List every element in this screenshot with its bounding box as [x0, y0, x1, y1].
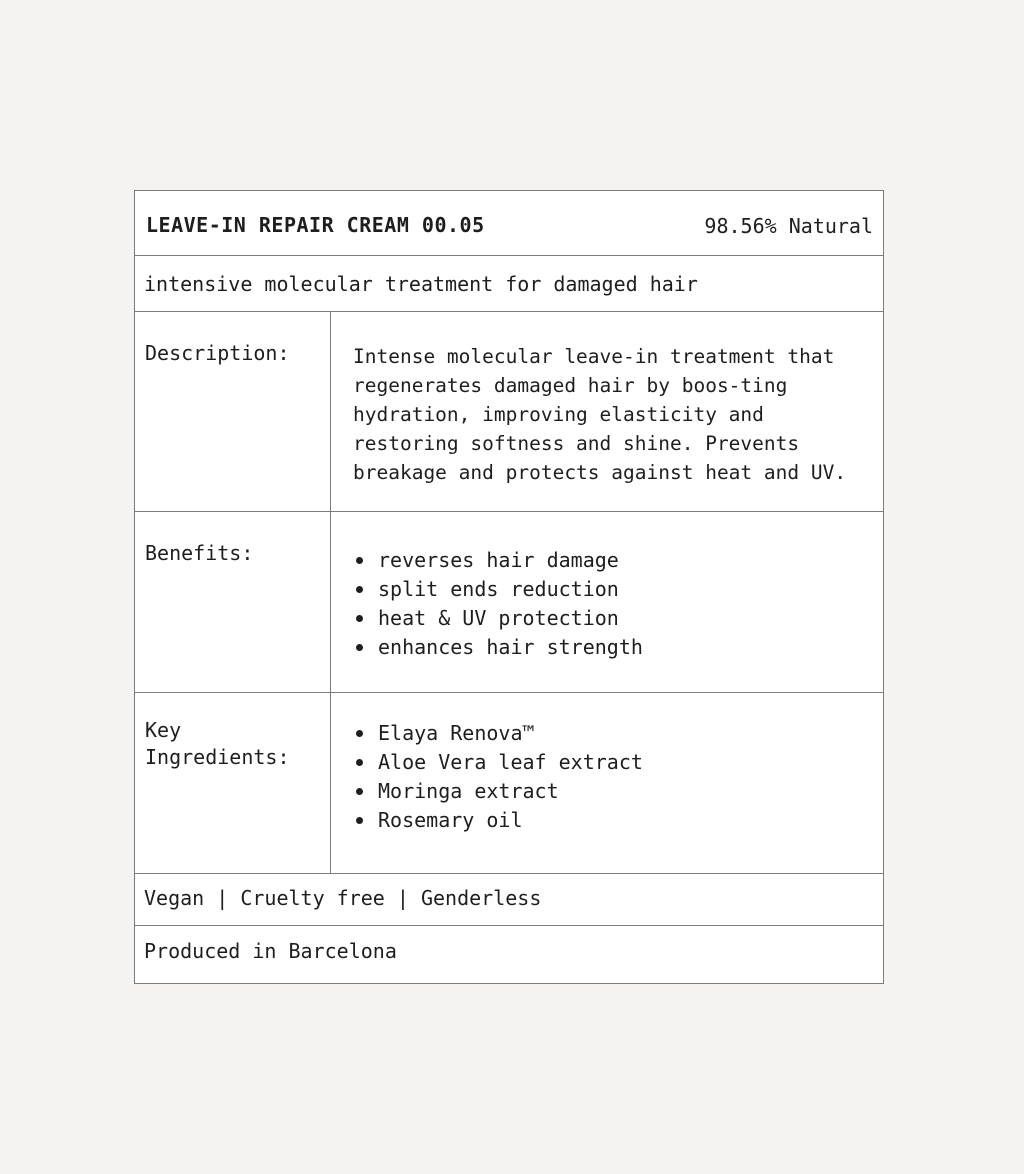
benefits-label: Benefits: — [145, 541, 254, 565]
ingredients-label: Key Ingredients: — [145, 718, 290, 769]
product-name: LEAVE-IN REPAIR CREAM 00.05 — [146, 213, 485, 237]
benefit-item: reverses hair damage — [353, 546, 643, 575]
tags-row — [135, 874, 883, 926]
description-row — [135, 312, 883, 512]
column-divider — [330, 312, 331, 511]
description-text: Intense molecular leave-in treatment that regenerates damaged hair by boos-ting hydration, improving elasticity and restoring softness and shine. Prevents breakage and protects against heat and UV. — [353, 345, 847, 484]
benefit-item: split ends reduction — [353, 575, 643, 604]
benefit-item: enhances hair strength — [353, 633, 643, 662]
ingredients-row — [135, 693, 883, 874]
description-label: Description: — [145, 341, 290, 365]
ingredient-item: Rosemary oil — [353, 806, 643, 835]
benefit-item: heat & UV protection — [353, 604, 643, 633]
column-divider — [330, 693, 331, 873]
origin-row — [135, 926, 883, 983]
natural-percentage: 98.56% Natural — [704, 214, 873, 238]
ingredient-item: Aloe Vera leaf extract — [353, 748, 643, 777]
production-origin: Produced in Barcelona — [144, 939, 397, 963]
ingredient-item: Moringa extract — [353, 777, 643, 806]
ingredient-item: Elaya Renova™ — [353, 719, 643, 748]
benefits-list — [353, 546, 643, 662]
product-label-card — [134, 190, 884, 984]
column-divider — [330, 512, 331, 692]
product-subtitle: intensive molecular treatment for damaged hair — [144, 272, 698, 296]
ingredients-list — [353, 719, 643, 835]
benefits-row — [135, 512, 883, 693]
title-row — [135, 191, 883, 256]
subtitle-row — [135, 256, 883, 312]
product-tags: Vegan | Cruelty free | Genderless — [144, 886, 542, 910]
